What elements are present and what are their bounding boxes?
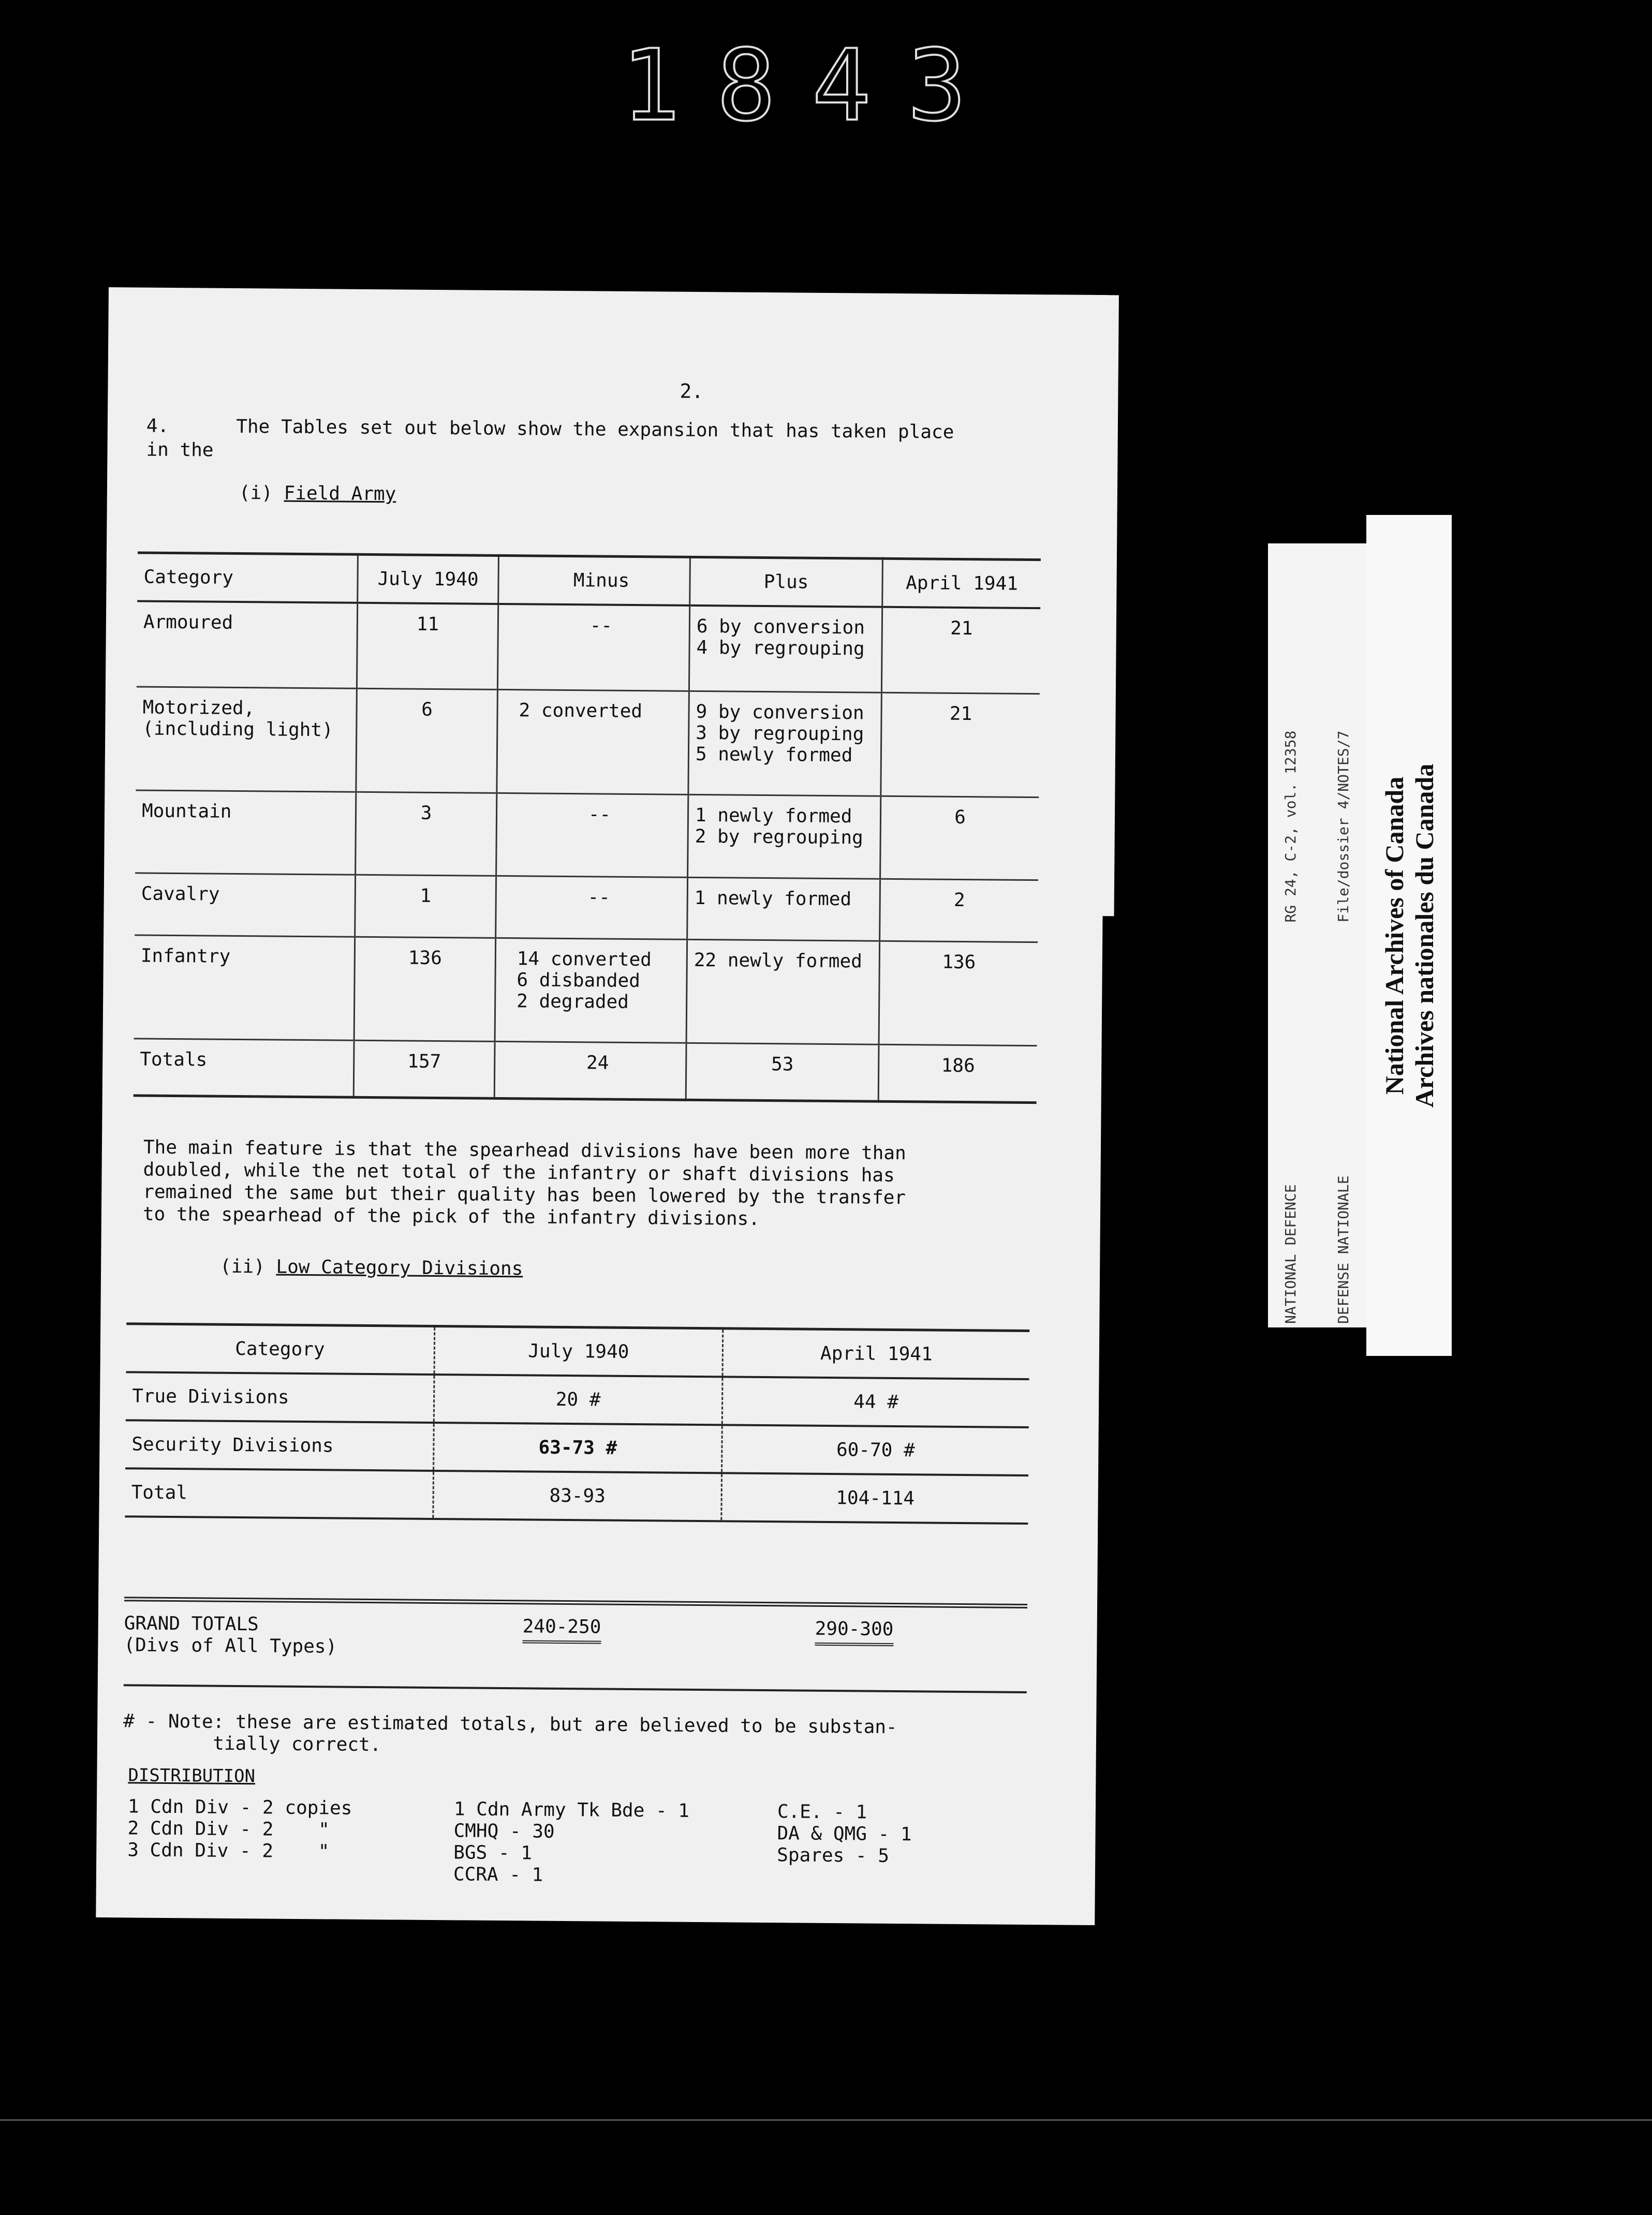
table-cell: 53 <box>686 1043 879 1101</box>
frame-number: 1843 <box>621 28 1003 143</box>
table-header-row <box>137 553 1041 608</box>
distribution-heading: DISTRIBUTION <box>128 1765 256 1787</box>
table-row <box>135 873 1038 942</box>
section-number: (i) <box>239 482 284 504</box>
table-cell: 104-114 <box>721 1473 1028 1524</box>
table-cell: 20 # <box>434 1375 722 1425</box>
column-header: Category <box>137 553 358 603</box>
table-row <box>126 1372 1029 1427</box>
page-number: 2. <box>680 379 704 403</box>
table-cell: -- <box>497 604 689 691</box>
table-row <box>135 790 1039 880</box>
table-cell: 136 <box>879 941 1038 1045</box>
table-cell: 136 <box>354 937 496 1041</box>
distribution-list-3: C.E. - 1 DA & QMG - 1 Spares - 5 <box>777 1801 912 1867</box>
table-cell: -- <box>496 876 688 939</box>
reference-line: DEFENSE NATIONALE File/dossier 4/NOTES/7 <box>1335 730 1352 1324</box>
section-number: (ii) <box>219 1256 276 1278</box>
table-row <box>137 601 1040 693</box>
table-cell: 21 <box>881 692 1040 797</box>
low-category-table <box>125 1322 1029 1525</box>
reference-line: NATIONAL DEFENCE RG 24, C-2, vol. 12358 <box>1282 730 1299 1324</box>
column-header: July 1940 <box>434 1326 723 1377</box>
table-cell: -- <box>496 793 688 877</box>
table-row <box>136 686 1040 797</box>
table-row-totals <box>134 1038 1037 1102</box>
column-header: April 1941 <box>882 558 1041 608</box>
grand-total-april: 290-300 <box>815 1618 893 1646</box>
table-cell: 44 # <box>722 1377 1029 1427</box>
table-cell: 14 converted 6 disbanded 2 degraded <box>495 938 687 1043</box>
table-cell: 3 <box>356 792 497 876</box>
table-header-row <box>126 1324 1030 1379</box>
table-cell: 22 newly formed <box>686 939 880 1044</box>
table-row <box>134 935 1038 1045</box>
table-cell: 186 <box>878 1044 1037 1102</box>
document-page <box>96 287 1108 1925</box>
archives-line: National Archives of Canada <box>1379 776 1409 1095</box>
table-cell: 157 <box>353 1040 495 1098</box>
distribution-list-1: 1 Cdn Div - 2 copies 2 Cdn Div - 2 " 3 Cdn Div - 2 " <box>127 1796 352 1863</box>
table-cell: 1 newly formed <box>687 877 880 941</box>
archives-line: Archives nationales du Canada <box>1409 763 1439 1108</box>
grand-totals-label: GRAND TOTALS (Divs of All Types) <box>124 1613 337 1658</box>
table-cell: 21 <box>881 607 1040 693</box>
section-heading-field-army <box>239 482 396 505</box>
table-cell: 1 <box>355 875 496 938</box>
column-header: Plus <box>690 557 883 607</box>
table-row <box>125 1420 1029 1475</box>
reference-stamp <box>1268 543 1366 1327</box>
table-cell: 6 by conversion 4 by regrouping <box>689 606 882 692</box>
table-cell: True Divisions <box>126 1372 434 1423</box>
table-cell: 2 converted <box>497 689 689 794</box>
frame-divider <box>0 2119 1652 2121</box>
table-cell: 24 <box>494 1041 686 1100</box>
column-header: Minus <box>498 555 690 605</box>
table-cell: Totals <box>134 1038 354 1097</box>
table-cell: 6 <box>356 688 498 793</box>
grand-total-july: 240-250 <box>522 1616 601 1644</box>
table-cell: Total <box>125 1468 433 1519</box>
table-cell: Security Divisions <box>125 1420 434 1471</box>
table-row <box>125 1468 1028 1524</box>
grand-totals <box>124 1597 1027 1693</box>
column-header: July 1940 <box>358 554 499 604</box>
table-cell: Motorized, (including light) <box>136 686 357 791</box>
section-title: Field Army <box>284 482 396 505</box>
table-cell: Armoured <box>137 601 358 688</box>
table-cell: Cavalry <box>135 873 355 936</box>
column-header: Category <box>126 1324 435 1375</box>
column-header: April 1941 <box>722 1328 1029 1379</box>
footnote: # - Note: these are estimated totals, but are believed to be substan- tially correct. <box>123 1710 897 1756</box>
table-cell: 60-70 # <box>722 1425 1029 1475</box>
table-cell: 1 newly formed 2 by regrouping <box>688 794 881 879</box>
intro-paragraph: 4. The Tables set out below show the expansion that has taken place in the <box>146 415 954 461</box>
main-feature-paragraph: The main feature is that the spearhead divisions have been more than doubled, while the net total of the infantry or shaft divisions has remained the same but their quality has been lowered by the transfer to the spearhead of the pick of the infantry divisions. <box>142 1136 906 1230</box>
section-heading-low-category <box>220 1256 523 1280</box>
section-title: Low Category Divisions <box>276 1256 523 1280</box>
table-cell: 63-73 # <box>434 1423 722 1473</box>
table-cell: Mountain <box>135 790 356 874</box>
table-cell: 2 <box>880 879 1038 942</box>
torn-edge <box>1083 295 1119 916</box>
table-cell: 9 by conversion 3 by regrouping 5 newly formed <box>688 691 882 796</box>
table-cell: Infantry <box>134 935 355 1040</box>
field-army-table <box>134 551 1041 1103</box>
archives-stamp <box>1366 515 1452 1356</box>
table-cell: 83-93 <box>433 1471 722 1521</box>
distribution-list-2: 1 Cdn Army Tk Bde - 1 CMHQ - 30 BGS - 1 CCRA - 1 <box>453 1798 690 1886</box>
table-cell: 6 <box>880 796 1039 880</box>
table-cell: 11 <box>357 603 498 689</box>
